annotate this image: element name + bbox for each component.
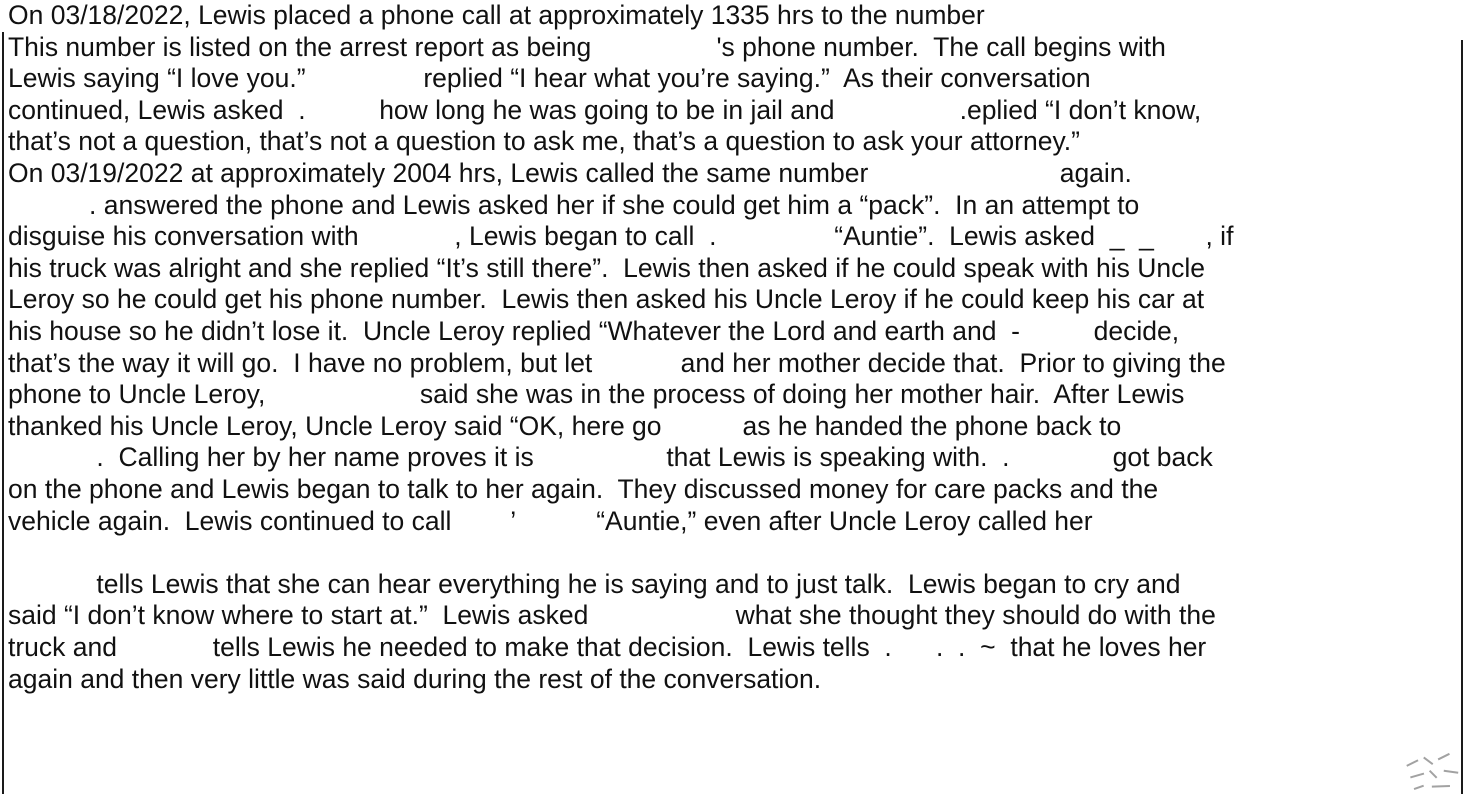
- text-line: phone to Uncle Leroy, said she was in the process of doing her mother hair. After Lewis: [8, 379, 1185, 410]
- right-margin-rule: [1461, 40, 1463, 794]
- text-line: his house so he didn’t lose it. Uncle Leroy replied “Whatever the Lord and earth and - decide,: [8, 316, 1180, 346]
- text-line: tells Lewis that she can hear everything he is saying and to just talk. Lewis began to cry and: [8, 568, 1181, 599]
- text-line: that’s not a question, that’s not a question to ask me, that’s a question to ask your attorney.”: [8, 126, 1080, 157]
- text-line: his truck was alright and she replied “It’s still there”. Lewis then asked if he could speak with his Uncle: [8, 252, 1206, 283]
- text-line: On 03/18/2022, Lewis placed a phone call at approximately 1335 hrs to the number: [8, 0, 985, 30]
- text-line: disguise his conversation with , Lewis began to call . “Auntie”. Lewis asked _ _ , if: [8, 221, 1234, 252]
- text-line: continued, Lewis asked . how long he was going to be in jail and .eplied “I don’t know,: [8, 94, 1202, 125]
- text-line: . answered the phone and Lewis asked her if she could get him a “pack”. In an attempt to: [8, 189, 1140, 220]
- text-line: truck and tells Lewis he needed to make that decision. Lewis tells . . . ~ that he loves her: [8, 632, 1207, 662]
- text-line: . Calling her by her name proves it is that Lewis is speaking with. . got back: [8, 442, 1213, 473]
- text-line: vehicle again. Lewis continued to call ’ “Auntie,” even after Uncle Leroy called her: [8, 505, 1093, 536]
- text-line: on the phone and Lewis began to talk to her again. They discussed money for care packs and the: [8, 474, 1159, 504]
- left-margin-rule: [2, 32, 4, 794]
- text-line: This number is listed on the arrest report as being 's phone number. The call begins with: [8, 31, 1166, 62]
- text-line: said “I don’t know where to start at.” Lewis asked what she thought they should do with the: [8, 600, 1216, 631]
- text-line: thanked his Uncle Leroy, Uncle Leroy said “OK, here go as he handed the phone back to: [8, 410, 1122, 441]
- text-line: Leroy so he could get his phone number. Lewis then asked his Uncle Leroy if he could keep his car at: [8, 284, 1205, 315]
- text-line: again and then very little was said during the rest of the conversation.: [8, 663, 822, 694]
- text-line: On 03/19/2022 at approximately 2004 hrs, Lewis called the same number again.: [8, 158, 1132, 188]
- text-line: that’s the way it will go. I have no problem, but let and her mother decide that. Prior to giving the: [8, 347, 1226, 378]
- text-line: Lewis saying “I love you.” replied “I hear what you’re saying.” As their conversation: [8, 63, 1091, 94]
